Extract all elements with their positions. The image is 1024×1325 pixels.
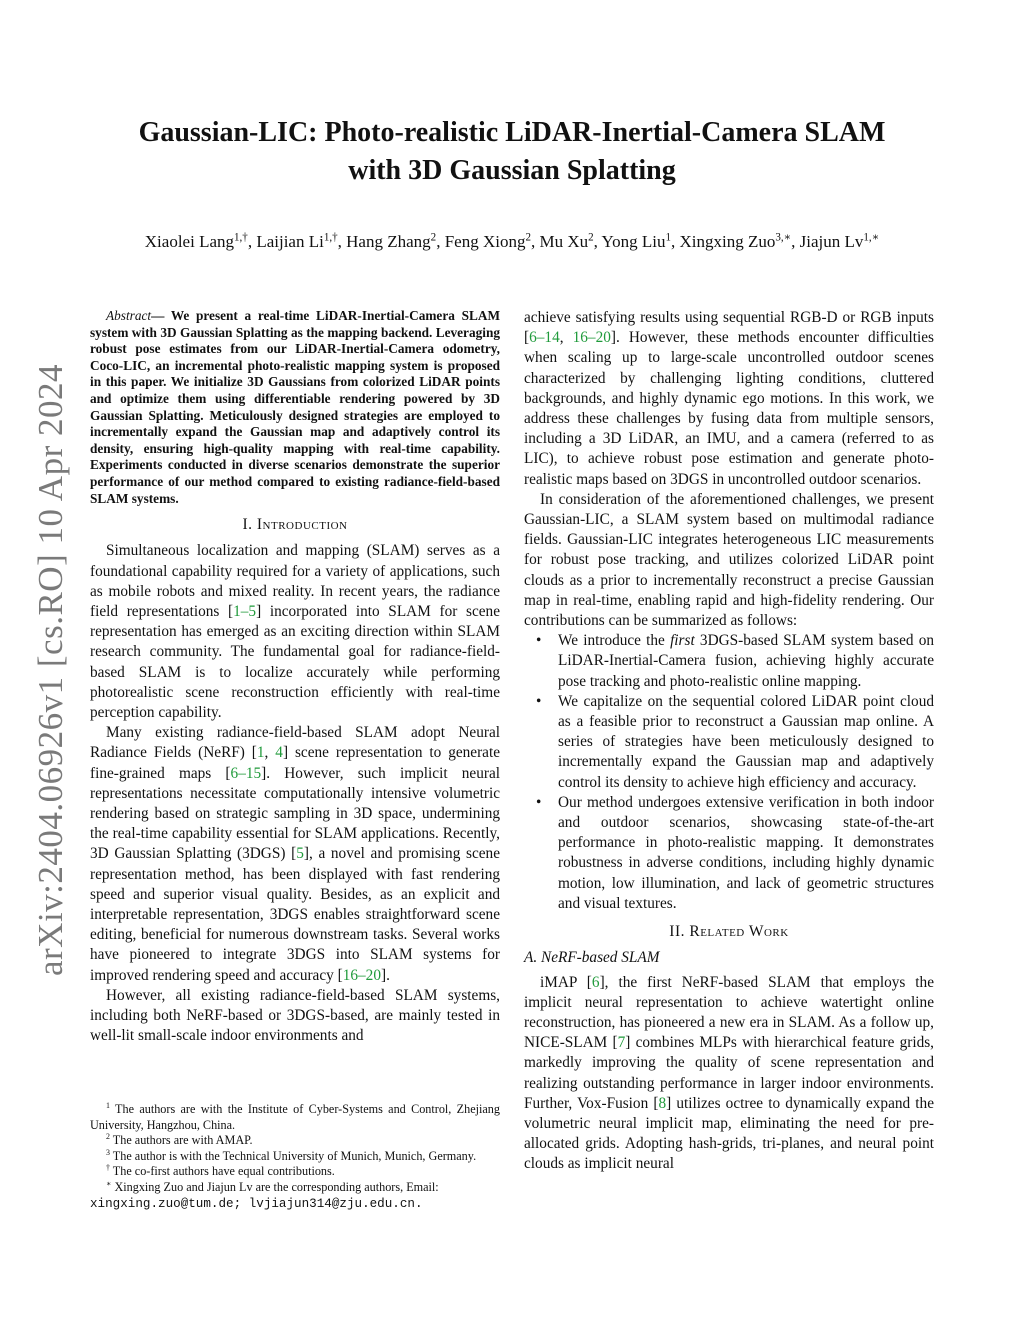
abstract-text: We present a real-time LiDAR-Inertial-Camera SLAM system with 3D Gaussian Splatting as the mapping backend. Leveraging robust pose estimates from our LiDAR-Inertial-Camera odometry, Coco-LIC, an incremental photo-realistic mapping system is proposed in this paper. We initialize 3D Gaussians from colorized LiDAR points and optimize them using differentiable rendering powered by 3D Gaussian Splatting. Meticulously designed strategies are employed to incrementally expand the Gaussian map and adaptively control its density, ensuring high-quality mapping with real-time capability. Experiments conducted in diverse scenarios demonstrate the superior performance of our method compared to existing radiance-field-based SLAM systems. xyxy=(90,308,500,506)
author: Mu Xu$^2$ xyxy=(539,231,594,251)
citation-link[interactable]: 4 xyxy=(275,744,283,762)
footnote: † The co-first authors have equal contributions. xyxy=(106,1163,335,1179)
citation-link[interactable]: 6 xyxy=(591,973,600,991)
right-column xyxy=(524,308,934,1175)
contribution-item: • Our method undergoes extensive verification in both indoor and outdoor scenarios, showcasing state-of-the-art performance in photo-realistic mapping. It demonstrates robustness in adverse conditions, including highly dynamic motion, low illumination, and lack of geometric structures and visual textures. xyxy=(524,793,934,914)
section-heading-related-work: II. Related Work xyxy=(669,923,789,941)
footnote: ∗ Xingxing Zuo and Jiajun Lv are the corresponding authors, Email: xyxy=(106,1178,439,1194)
citation-link[interactable]: 16 xyxy=(572,329,588,347)
citation-link[interactable]: 20 xyxy=(595,329,611,347)
contribution-item: • We introduce the first 3DGS-based SLAM system based on LiDAR-Inertial-Camera fusion, achieving highly accurate pose tracking and photo-realistic online mapping. xyxy=(524,631,934,692)
author: Xiaolei Lang$^{1,\dagger}$ xyxy=(144,231,248,251)
citation-link[interactable]: 16 xyxy=(342,966,359,984)
title-line-2: with 3D Gaussian Splatting xyxy=(348,155,676,186)
author: Xingxing Zuo$^{3,∗}$ xyxy=(679,231,792,251)
citation-link[interactable]: 20 xyxy=(365,966,381,984)
related-paragraph: iMAP [6], the first NeRF-based SLAM that employs the implicit neural representation to achieve watertight online reconstruction, has pioneered a new era in SLAM. As a follow up, NICE-SLAM [7] combines MLPs with hierarchical feature grids, markedly improving the quality of scene representation and realizing outstanding performance in larger indoor environments. Further, Vox-Fusion [8] utilizes octree to dynamically expand the volumetric neural implicit map, eliminating the need for pre-allocated grids. Adopting hash-grids, tri-planes, and neural point clouds as implicit neural xyxy=(524,973,934,1173)
title-line-1: Gaussian-LIC: Photo-realistic LiDAR-Inertial-Camera SLAM xyxy=(138,117,886,148)
intro-paragraph: In consideration of the aforementioned challenges, we present Gaussian-LIC, a SLAM system based on multimodal radiance fields. Gaussian-LIC integrates heterogeneous LIC measurements for robust pose tracking, and utilizes colorized LiDAR point clouds as a prior to incrementally reconstruct a precise Gaussian map in real-time, enabling rapid and high-fidelity rendering. Our contributions can be summarized as follows: xyxy=(524,490,934,630)
author: Hang Zhang$^2$ xyxy=(346,231,437,251)
left-column xyxy=(90,308,500,1046)
citation-link[interactable]: 1 xyxy=(233,602,241,620)
citation-link[interactable]: 15 xyxy=(245,764,262,782)
author: Laijian $Li^{1,\dagger}$ xyxy=(256,231,338,251)
author-list: Xiaolei Lang$^{1,\dagger}$, Laijian $Li^{1,\dagger}$, Hang Zhang$^2$, Feng Xiong$^2$, Mu Xu$^2$, Yong Liu$^1$, Xingxing Zuo$^{3,∗}$, Jiajun $Lv^{1,∗}$ xyxy=(144,231,880,251)
abstract-label: Abstract xyxy=(106,308,152,323)
footnote-emails xyxy=(90,1196,500,1213)
contribution-item: • We capitalize on the sequential colored LiDAR point cloud as a feasible prior to reconstruct a Gaussian map online. A series of strategies have been meticulously designed to incrementally expand the Gaussian map and adaptively control its density to achieve high efficiency and accuracy. xyxy=(524,692,934,793)
intro-paragraph-continued: achieve satisfying results using sequential RGB-D or RGB inputs [6–14, 16–20]. However, these methods encounter difficulties when scaling up to large-scale uncontrolled outdoor scenes characterized by challenging lighting conditions, cluttered backgrounds, and highly dynamic ego motions. In this work, we address these challenges by fusing data from multiple sensors, including a 3D LiDAR, an IMU, and a camera (referred to as LIC), to achieve robust pose estimation and generate photo-realistic maps based on 3DGS in uncontrolled outdoor scenarios. xyxy=(524,309,934,488)
section-heading-introduction: I. Introduction xyxy=(242,516,348,534)
arxiv-identifier xyxy=(28,350,74,990)
citation-link[interactable]: 6 xyxy=(529,329,537,347)
author: Jiajun $Lv^{1,∗}$ xyxy=(799,231,880,251)
footnotes xyxy=(90,1102,500,1212)
citation-link[interactable]: 1 xyxy=(256,744,265,762)
abstract: Abstract— We present a real-time LiDAR-Inertial-Camera SLAM system with 3D Gaussian Splatting as the mapping backend. Leveraging robust pose estimates from our LiDAR-Inertial-Camera odometry, Coco-LIC, an incremental photo-realistic mapping system is proposed in this paper. We initialize 3D Gaussians from colorized LiDAR points and optimize them using differentiable rendering powered by 3D Gaussian Splatting. Meticulously designed strategies are employed to incrementally expand the Gaussian map and adaptively control its density, ensuring high-quality mapping with real-time capability. Experiments conducted in diverse scenarios demonstrate the superior performance of our method compared to existing radiance-field-based SLAM systems. xyxy=(90,308,500,506)
footnote: $^1$ The authors are with the Institute of Cyber-Systems and Control, Zhejiang University, Hangzhou, China. xyxy=(90,1100,500,1132)
contributions-list xyxy=(524,631,934,914)
paper-title xyxy=(90,114,934,190)
footnote: $^3$ The author is with the Technical University of Munich, Munich, Germany. xyxy=(106,1147,477,1163)
intro-paragraph: Many existing radiance-field-based SLAM adopt Neural Radiance Fields (NeRF) [1, 4] scene representation to generate fine-grained maps [6–15]. However, such implicit neural representations necessitate computationally intensive volumetric rendering based on strategic sampling in 3D space, undermining the real-time capability essential for SLAM applications. Recently, 3D Gaussian Splatting (3DGS) [5], a novel and promising scene representation method, has been displayed with fast rendering speed and superior visual quality. Besides, as an explicit and interpretable representation, 3DGS enables straightforward scene editing, beneficial for numerous downstream tasks. Several works have pioneered to integrate 3DGS into SLAM systems for improved rendering speed and accuracy [16–20]. xyxy=(90,724,501,984)
intro-paragraph: However, all existing radiance-field-based SLAM systems, including both NeRF-based or 3DGS-based, are mainly tested in well-lit small-scale indoor environments and xyxy=(90,986,500,1045)
intro-paragraph: Simultaneous localization and mapping (SLAM) serves as a foundational capability required for a variety of applications, such as mobile robots and mixed reality. In recent years, the radiance field representations [1–5] incorporated into SLAM for scene representation has emerged as an exciting direction within SLAM research community. The fundamental goal for radiance-field-based SLAM is to localize accurately while performing photorealistic scene reconstruction efficiently with real-time perception capability. xyxy=(90,542,500,721)
footnote: $^2$ The authors are with AMAP. xyxy=(106,1132,253,1148)
subsection-heading-nerf-slam: A. NeRF-based SLAM xyxy=(524,949,660,967)
citation-link[interactable]: 5 xyxy=(248,602,257,620)
citation-link[interactable]: 6 xyxy=(230,764,239,782)
author: Yong Liu$^1$ xyxy=(601,231,671,251)
arxiv-identifier-text: arXiv:2404.06926v1 [cs.RO] 10 Apr 2024 xyxy=(31,363,71,977)
email-addresses[interactable]: xingxing.zuo@tum.de; lvjiajun314@zju.edu.cn. xyxy=(90,1196,423,1211)
citation-link[interactable]: 7 xyxy=(617,1034,626,1052)
citation-link[interactable]: 5 xyxy=(296,845,304,863)
citation-link[interactable]: 14 xyxy=(544,329,560,347)
author: Feng Xiong$^2$ xyxy=(444,231,531,251)
citation-link[interactable]: 8 xyxy=(658,1094,667,1112)
